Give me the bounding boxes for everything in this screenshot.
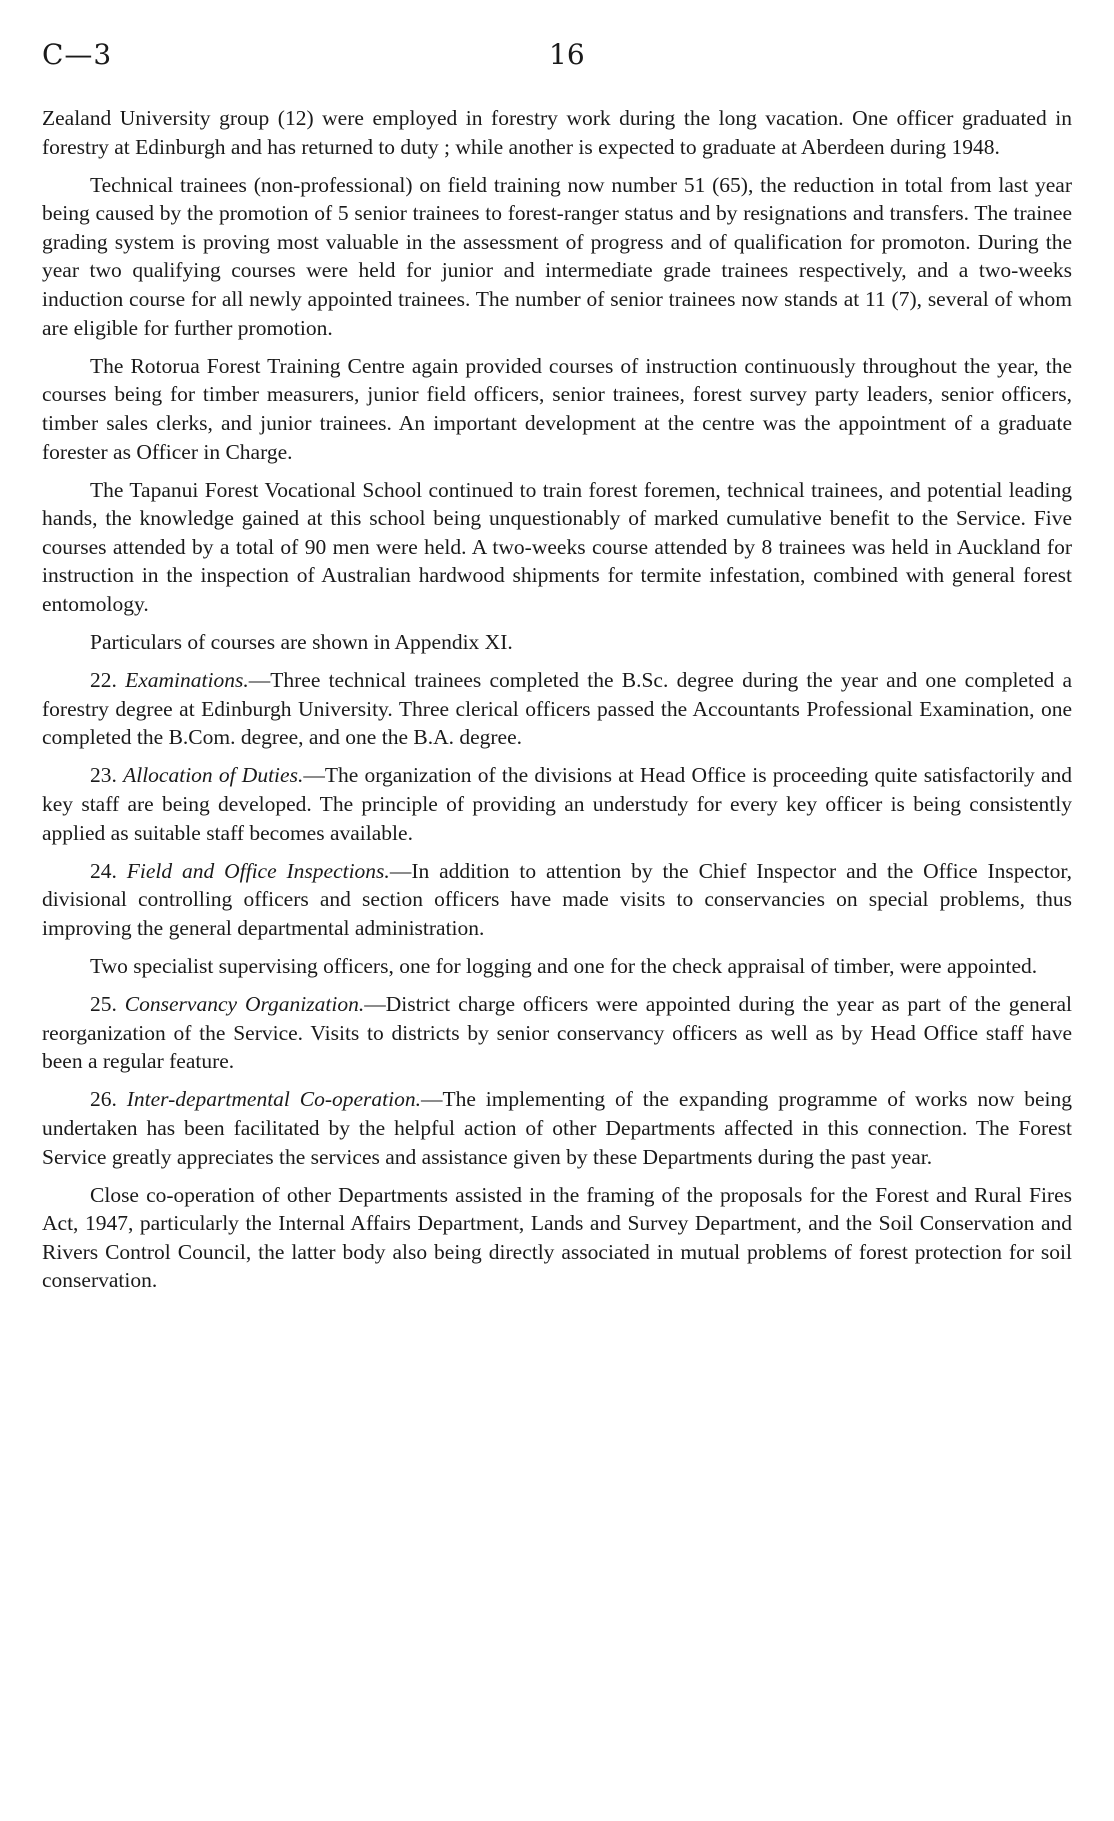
paragraph-text: The Rotorua Forest Training Centre again provided courses of instruction continuously throughout the year, the courses being for timber measurers, junior field officers, senior trainees, forest survey party leaders, senior officers, timber sales clerks, and junior trainees. An important development at the centre was the appointment of a graduate forester as Officer in Charge. [42,353,1072,464]
section-number: 26. [90,1087,117,1112]
paragraph-text: —District charge officers were appointed during the year as part of the general reorganization of the Service. Visits to districts by senior conservancy officers as well as by Head Office staff have been a regular feature. [42,992,1072,1074]
paragraph-text: Two specialist supervising officers, one for logging and one for the check appraisal of timber, were appointed. [90,954,1038,979]
section-number: 22. [90,668,117,693]
section-heading: Examinations. [125,668,249,693]
section-22-examinations [42,666,1072,752]
paragraph-specialist-officers [42,952,1072,981]
paragraph-text: —The organization of the divisions at Head Office is proceeding quite satisfactorily and key staff are being developed. The principle of providing an understudy for every key officer is being consistently applied as suitable staff becomes available. [42,763,1073,845]
paragraph-text: —The implementing of the expanding programme of works now being undertaken has been facilitated by the helpful action of other Departments affected in this connection. The Forest Service greatly appreciates the services and assistance given by these Departments during the past year. [42,1087,1072,1169]
section-heading: Field and Office Inspections. [126,858,390,883]
section-number: 25. [90,992,117,1017]
section-heading: Conservancy Organization. [124,992,365,1017]
page-header [42,38,1072,78]
paragraph-text: Close co-operation of other Departments assisted in the framing of the proposals for the Forest and Rural Fires Act, 1947, particularly the Internal Affairs Department, Lands and Survey Department, and the Soil Conservation and Rivers Control Council, the latter body also being directly associated in mutual problems of forest protection for soil conservation. [42,1182,1072,1293]
paragraph-tapanui-school [42,476,1072,619]
section-heading: Allocation of Duties. [123,763,304,788]
document-body [42,104,1072,1305]
section-heading: Inter-departmental Co-operation. [126,1087,421,1112]
paragraph-close-cooperation [42,1181,1072,1295]
page-code: C—3 [42,38,113,71]
section-23-allocation-of-duties [42,761,1072,847]
page-number: 16 [549,38,585,71]
paragraph-text: Zealand University group (12) were employed in forestry work during the long vacation. One officer graduated in forestry at Edinburgh and has returned to duty ; while another is expected to graduate at Aberdeen during 1948. [42,106,1072,159]
section-number: 24. [90,858,117,883]
paragraph-appendix-note [42,628,1072,657]
section-number: 23. [90,763,117,788]
paragraph-text: Particulars of courses are shown in Appendix XI. [90,630,513,655]
paragraph-text: The Tapanui Forest Vocational School continued to train forest foremen, technical trainees, and potential leading hands, the knowledge gained at this school being unquestionably of marked cumulative benefit to the Service. Five courses attended by a total of 90 men were held. A two-weeks course attended by 8 trainees was held in Auckland for instruction in the inspection of Australian hardwood shipments for termite infestation, combined with general forest entomology. [42,477,1072,616]
paragraph-text: Technical trainees (non-professional) on field training now number 51 (65), the reduction in total from last year being caused by the promotion of 5 senior trainees to forest-ranger status and by resignations and transfers. The trainee grading system is proving most valuable in the assessment of progress and of qualification for promoton. During the year two qualifying courses were held for junior and intermediate grade trainees respectively, and a two-weeks induction course for all newly appointed trainees. The number of senior trainees now stands at 11 (7), several of whom are eligible for further promotion. [42,172,1072,340]
section-24-inspections [42,857,1072,943]
paragraph-continued [42,104,1072,161]
section-25-conservancy-organization [42,990,1072,1076]
paragraph-technical-trainees [42,171,1072,343]
paragraph-text: —In addition to attention by the Chief Inspector and the Office Inspector, divisional controlling officers and section officers have made visits to conservancies on special problems, thus improving the general departmental administration. [42,858,1073,940]
paragraph-text: —Three technical trainees completed the B.Sc. degree during the year and one completed a forestry degree at Edinburgh University. Three clerical officers passed the Accountants Professional Examination, one completed the B.Com. degree, and one the B.A. degree. [42,668,1072,750]
section-26-inter-departmental [42,1085,1072,1171]
paragraph-rotorua-training-centre [42,352,1072,466]
